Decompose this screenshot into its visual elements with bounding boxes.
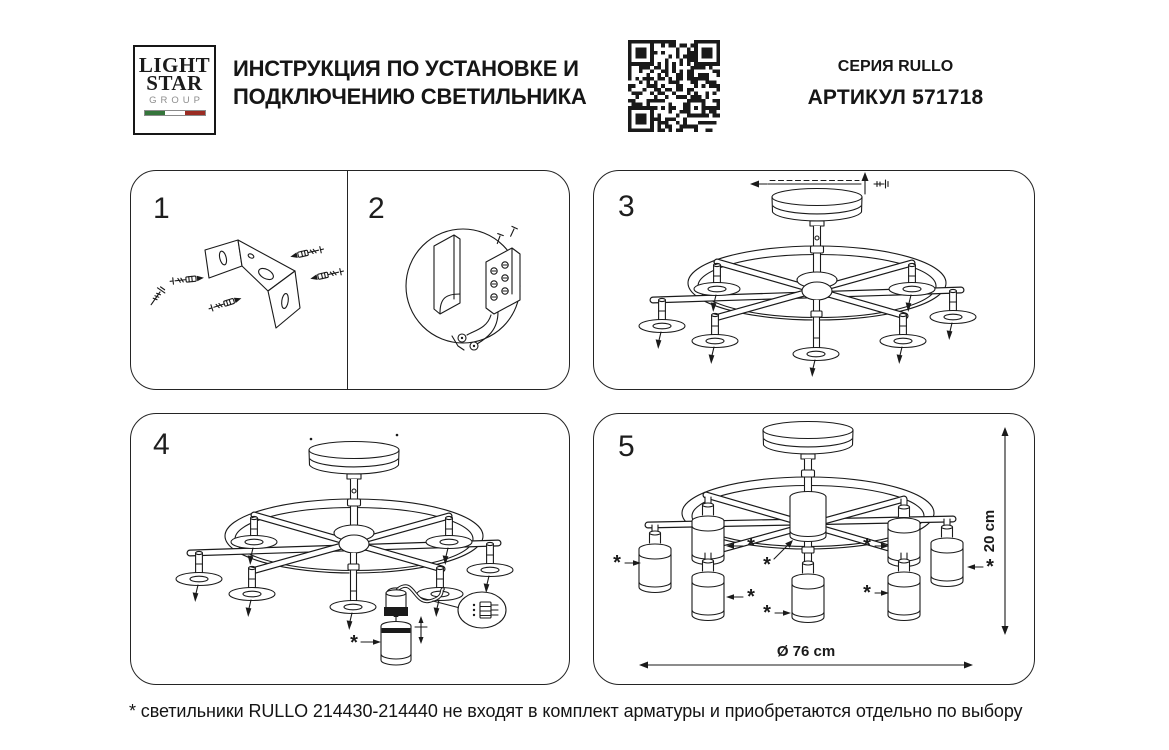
asterisk-marker: [726, 586, 755, 608]
page-title: [233, 55, 587, 111]
asterisk-marker: [613, 552, 641, 574]
italian-flag-stripe: [144, 110, 206, 116]
flag-green-segment: [145, 111, 165, 115]
asterisk-marker: [763, 602, 791, 624]
final-assembly-diagram: [593, 413, 1035, 685]
canopy: [309, 434, 399, 479]
loose-screw-icon: [147, 286, 166, 308]
canopy: [772, 189, 862, 227]
move-arrows-icon: [415, 616, 427, 644]
svg-text:*: *: [763, 602, 771, 624]
lamp-socket: [384, 590, 408, 622]
wiring-detail-diagram: [348, 170, 570, 390]
step-3-number: 3: [618, 190, 635, 223]
height-dimension: [981, 427, 1009, 635]
logo-word-group: GROUP: [149, 95, 204, 106]
asterisk-marker: [863, 582, 889, 604]
height-dimension-label: 20 cm: [981, 509, 998, 553]
canopy: [763, 422, 853, 460]
asterisk-marker: [350, 632, 381, 654]
article-label: АРТИКУЛ 571718: [807, 86, 984, 109]
step-1-number: 1: [153, 192, 170, 225]
lamp: [639, 531, 671, 593]
lamp: [792, 561, 824, 623]
svg-text:*: *: [747, 586, 755, 608]
logo-word-star: STAR: [146, 71, 203, 95]
svg-text:*: *: [747, 535, 755, 557]
svg-text:*: *: [613, 552, 621, 574]
asterisk-marker: [967, 556, 994, 578]
lightstar-logo: [133, 45, 216, 135]
svg-text:*: *: [986, 556, 994, 578]
screw-with-dowel: [290, 246, 325, 260]
screw-with-dowel: [208, 295, 242, 312]
series-article-block: [793, 58, 998, 110]
svg-text:*: *: [763, 554, 771, 576]
ceiling-bar: [750, 172, 888, 194]
lamp-connection-diagram: [130, 413, 570, 685]
hub-cylinder: [790, 492, 826, 564]
footnote-text: * светильники RULLO 214430-214440 не входят в комплект арматуры и приобретаются отдельно по выбору: [129, 701, 1023, 721]
svg-text:*: *: [863, 582, 871, 604]
lamp-shade: [381, 622, 411, 666]
diameter-dimension-label: Ø 76 cm: [776, 643, 836, 660]
step-2-number: 2: [368, 192, 385, 225]
lamp: [692, 559, 724, 621]
svg-text:*: *: [863, 535, 871, 557]
screw-with-dowel: [170, 275, 204, 285]
flag-red-segment: [185, 111, 205, 115]
step-5-number: 5: [618, 430, 635, 463]
screw-with-dowel: [310, 268, 345, 282]
hub: [334, 525, 374, 603]
screw-icon: [874, 180, 888, 188]
frame-assembly-diagram: [593, 170, 1035, 390]
qr-code: [628, 40, 720, 132]
logo-word-light: LIGHT: [138, 53, 211, 77]
mounting-bracket: [205, 240, 300, 328]
diameter-dimension: [639, 643, 973, 669]
step-4-number: 4: [153, 428, 170, 461]
hub: [797, 272, 837, 350]
lamp: [888, 559, 920, 621]
page-title-line2: ПОДКЛЮЧЕНИЮ СВЕТИЛЬНИКА: [233, 84, 587, 109]
asterisk: *: [350, 632, 358, 654]
series-label: СЕРИЯ RULLO: [837, 58, 954, 75]
lamp: [931, 525, 963, 587]
wall-plate: [434, 235, 460, 314]
page-title-line1: ИНСТРУКЦИЯ ПО УСТАНОВКЕ И: [233, 56, 579, 81]
center-stem: [802, 459, 815, 492]
bracket-diagram: [130, 170, 347, 390]
flag-white-segment: [165, 111, 185, 115]
